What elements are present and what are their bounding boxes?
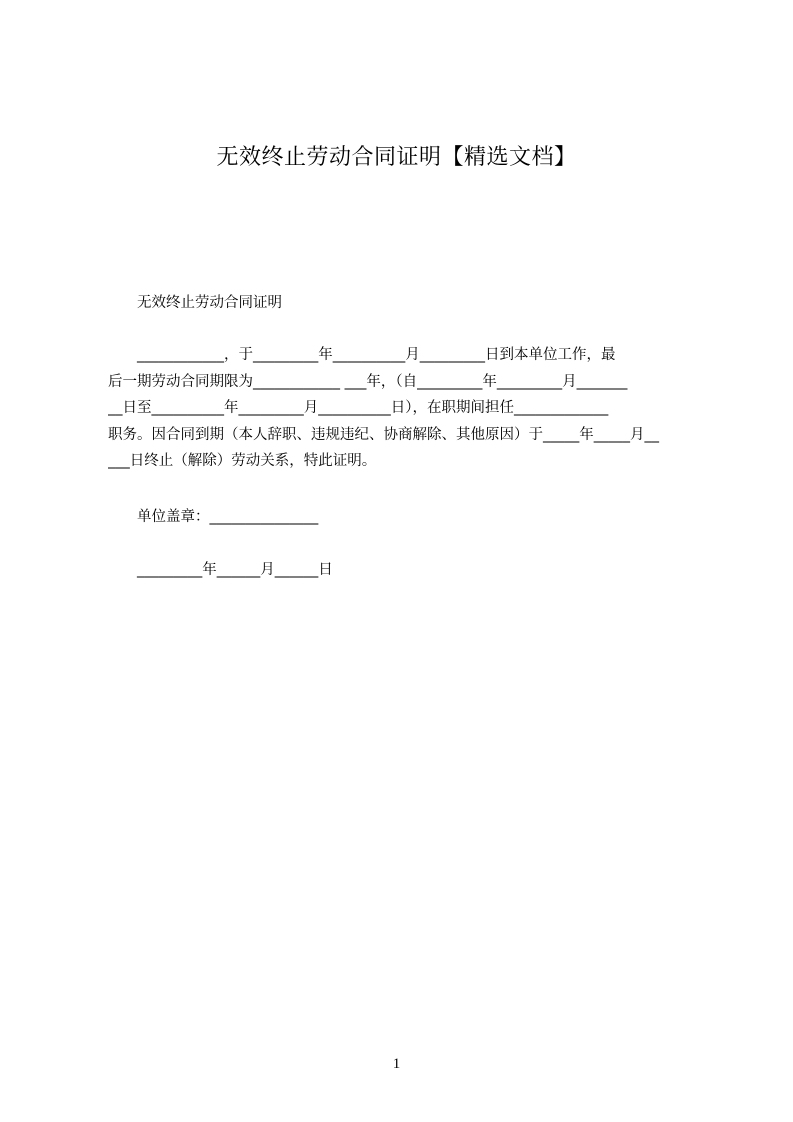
document-title: 无效终止劳动合同证明【精选文档】 bbox=[216, 145, 577, 170]
body-line: __日至__________年_________月__________日），在职期间担任_____________ bbox=[108, 400, 609, 417]
seal-line: 单位盖章：_______________ bbox=[137, 509, 319, 525]
body-line: 职务。因合同到期（本人辞职、违规违纪、协商解除、其他原因）于_____年_____月__ bbox=[108, 426, 659, 443]
page-number: 1 bbox=[392, 1056, 401, 1072]
body-line: ____________，于_________年__________月_________日到本单位工作，最 bbox=[137, 347, 616, 363]
body-line: 后一期劳动合同期限为____________ ___年，（自_________年_________月_______ bbox=[108, 373, 628, 390]
date-line: _________年______月______日 bbox=[137, 562, 333, 578]
certificate-body bbox=[108, 342, 704, 475]
certificate-heading: 无效终止劳动合同证明 bbox=[137, 295, 282, 311]
body-line: ___日终止（解除）劳动关系，特此证明。 bbox=[108, 453, 377, 470]
